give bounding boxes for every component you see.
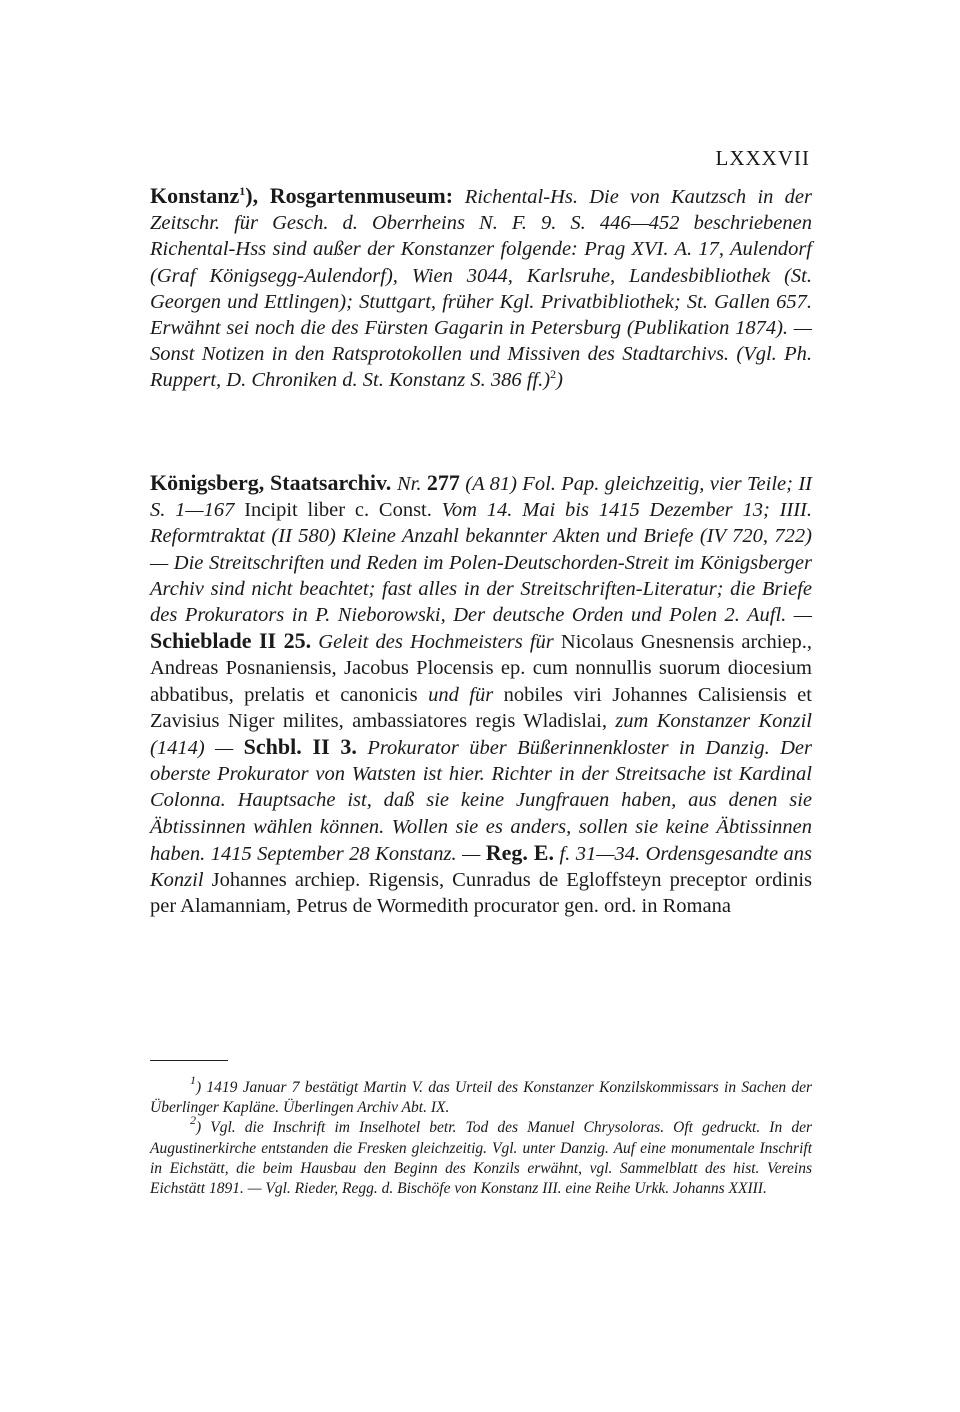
incipit-text: Incipit liber c. Const. <box>244 499 432 522</box>
entry-body: Richental-Hs. Die von Kautzsch in der Zeitschr. für Gesch. d. Oberrheins N. F. 9. S. 446—452 beschriebenen Richental-Hss sind außer der Konstanzer folgende: Prag XVI. A. 17, Aulendorf (Graf Königsegg-Aulendorf), Wien 3044, Karlsruhe, Landesbibliothek (St. Georgen und Ettlingen); Stuttgart, früher Kgl. Privatbibliothek; St. Gallen 657. Erwähnt sei noch die des Fürsten Gagarin in Petersburg (Publikation 1874). — Sonst Notizen in den Ratsprotokollen und Missiven des Stadtarchivs. (Vgl. Ph. Ruppert, D. Chroniken d. St. Konstanz S. 386 ff.) <box>150 186 812 392</box>
nr-label: Nr. <box>397 473 427 495</box>
latin-quote: Johannes archiep. Rigensis, Cunradus de Egloffsteyn preceptor ordinis per Alamanniam, Petrus de Wormedith procurator gen. ord. in Romana <box>150 869 812 918</box>
footnote-ref-1[interactable]: 1 <box>239 184 246 198</box>
entry-heading: Königsberg, Staatsarchiv. <box>150 470 397 495</box>
shelfmark-reg: Reg. E. <box>485 839 554 865</box>
nr-value: 277 <box>426 470 460 495</box>
entry-konstanz: Konstanz$^1$), Rosgartenmuseum: Richental-Hs. Die von Kautzsch in der Zeitschr. für Gesch. d. Oberrheins N. F. 9. S. 446—452 beschriebenen Richental-Hss sind außer der Konstanzer folgende: Prag XVI. A. 17, Aulendorf (Graf Königsegg-Aulendorf), Wien 3044, Karlsruhe, Landesbibliothek (St. Georgen und Ettlingen); Stuttgart, früher Kgl. Privatbibliothek; St. Gallen 657. Erwähnt sei noch die des Fürsten Gagarin in Petersburg (Publikation 1874). — Sonst Notizen in den Ratsprotokollen und Missiven des Stadtarchivs. (Vgl. Ph. Ruppert, D. Chroniken d. St. Konstanz S. 386 ff.)$^2$) <box>150 183 812 392</box>
footnotes <box>150 1073 812 1199</box>
page-number: LXXXVII <box>715 146 810 170</box>
shelfmark-schbl: Schbl. II 3. <box>243 734 357 760</box>
entry-heading: Konstanz$^1$), Rosgartenmuseum: <box>150 183 465 208</box>
entry-koenigsberg: Königsberg, Staatsarchiv. Nr. 277 (A 81) Fol. Pap. gleichzeitig, vier Teile; II S. 1—167 Incipit liber c. Const. Vom 14. Mai bis 1415 Dezember 13; IIII. Reformtraktat (II 580) Kleine Anzahl bekannter Akten und Briefe (IV 720, 722) — Die Streitschriften und Reden im Polen-Deutschorden-Streit im Königsberger Archiv sind nicht beachtet; fast alles in der Streitschriften-Literatur; die Briefe des Prokurators in P. Nieborowski, Der deutsche Orden und Polen 2. Aufl. — Schieblade II 25. Geleit des Hochmeisters für Nicolaus Gnesnensis archiep., Andreas Posnaniensis, Jacobus Plocensis ep. cum nonnullis suorum diocesium abbatibus, prelatis et canonicis und für nobiles viri Johannes Calisiensis et Zavisius Niger milites, ambassiatores regis Wladislai, zum Konstanzer Konzil (1414) — Schbl. II 3. Prokurator über Büßerinnenkloster in Danzig. Der oberste Prokurator von Watsten ist hier. Richter in der Streitsache ist Kardinal Colonna. Hauptsache ist, daß sie keine Jungfrauen haben, aus denen sie Äbtissinnen wählen können. Wollen sie es anders, sollen sie keine Äbtissinnen haben. 1415 September 28 Konstanz. — Reg. E. f. 31—34. Ordensgesandte ans Konzil Johannes archiep. Rigensis, Cunradus de Egloffsteyn preceptor ordinis per Alamanniam, Petrus de Wormedith procurator gen. ord. in Romana <box>150 470 812 918</box>
latin-quote: Nicolaus Gnesnensis archiep., Andreas Posnaniensis, Jacobus Plocensis ep. cum nonnullis suorum diocesium abbatibus, prelatis et canonicis <box>150 631 812 706</box>
footnote-1: $^1$) 1419 Januar 7 bestätigt Martin V. das Urteil des Konstanzer Konzilskommissars in Sachen der Überlinger Kapläne. Überlingen Archiv Abt. IX. <box>150 1073 812 1117</box>
footnote-2: $^2$) Vgl. die Inschrift im Inselhotel betr. Tod des Manuel Chrysoloras. Oft gedruckt. In der Augustinerkirche entstanden die Fresken gleichzeitig. Vgl. unter Danzig. Auf eine monumentale Inschrift in Eichstätt, die beim Hausbau den Beginn des Konzils erwähnt, vgl. Sammelblatt des hist. Vereins Eichstätt 1891. — Vgl. Rieder, Regg. d. Bischöfe von Konstanz III. eine Reihe Urkk. Johanns XXIII. <box>150 1113 812 1198</box>
footnote-divider <box>150 1060 228 1061</box>
footnote-ref-2[interactable]: 2 <box>550 367 557 382</box>
latin-quote: nobiles viri Johannes Calisiensis et Zavisius Niger milites, ambassiatores regis Wladislai, <box>150 683 812 732</box>
shelfmark-schieblade: Schieblade II 25. <box>150 628 312 654</box>
